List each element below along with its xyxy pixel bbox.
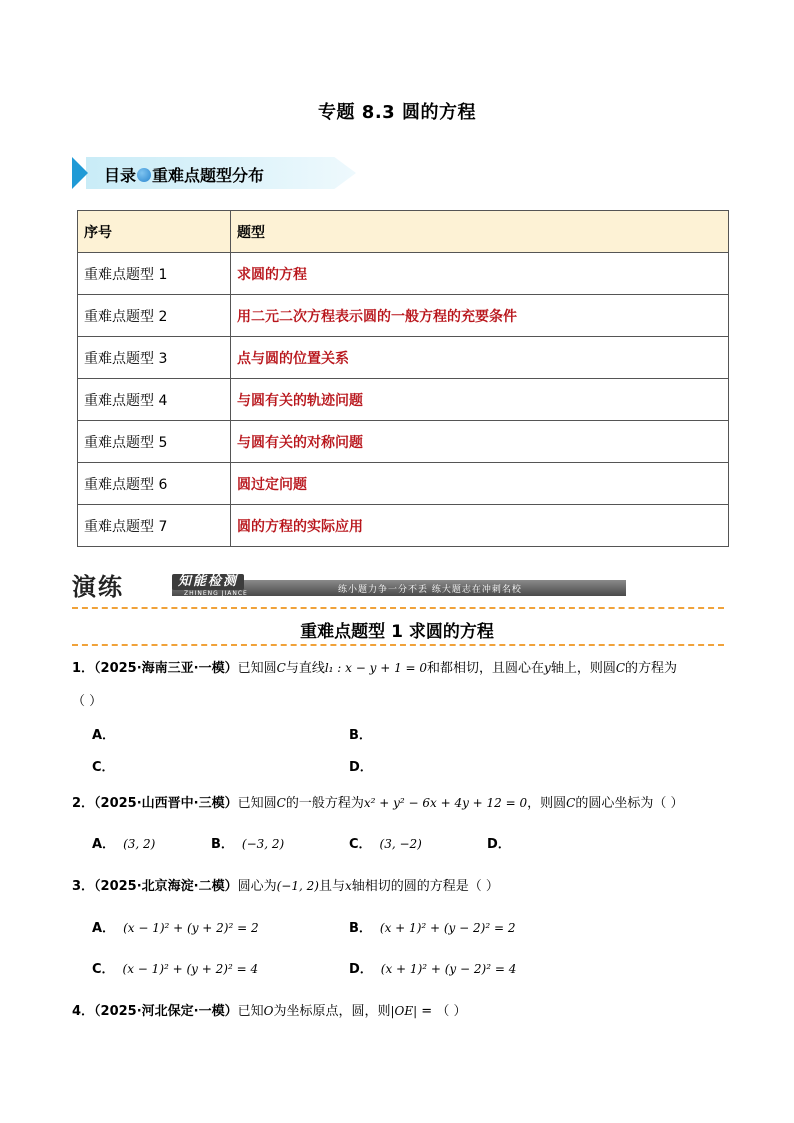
question-source: （2025·山西晋中·三模） xyxy=(94,796,238,811)
option-d[interactable] xyxy=(349,758,381,778)
practice-banner-sub: 知能检测 xyxy=(172,574,244,590)
question-source: （2025·海南三亚·一模） xyxy=(94,661,238,676)
option-value: (x − 1)² + (y + 2)² = 2 xyxy=(123,921,259,935)
math-var: C xyxy=(276,661,286,675)
question-2 xyxy=(72,793,683,814)
option-label: C． xyxy=(92,962,115,977)
question-source: （2025·河北保定·一模） xyxy=(94,1004,238,1019)
practice-banner-motto: 练小题力争一分不丢 练大题志在冲刺名校 xyxy=(338,585,522,595)
question-text: 已知 xyxy=(237,1004,264,1019)
toc-cell-topic[interactable]: 圆过定问题 xyxy=(231,463,729,505)
option-label: A． xyxy=(92,728,116,743)
question-text: 为坐标原点，圆，则 xyxy=(273,1004,391,1019)
question-3 xyxy=(72,876,499,897)
toc-header-row xyxy=(78,211,729,253)
question-1 xyxy=(72,658,677,679)
option-value: (x + 1)² + (y − 2)² = 4 xyxy=(380,962,517,976)
option-c[interactable] xyxy=(92,959,258,980)
option-label: B． xyxy=(349,728,372,743)
math-var: y xyxy=(544,661,551,675)
toc-cell-number: 重难点题型 4 xyxy=(78,379,231,421)
option-label: B． xyxy=(349,921,372,936)
toc-cell-topic[interactable]: 圆的方程的实际应用 xyxy=(231,505,729,547)
practice-banner xyxy=(72,574,626,600)
math-expression: |OE| xyxy=(390,1004,418,1018)
question-text: 已知圆 xyxy=(237,796,277,811)
toc-cell-topic[interactable]: 点与圆的位置关系 xyxy=(231,337,729,379)
question-text: 的圆心坐标为（ ） xyxy=(575,796,684,811)
math-var: x xyxy=(344,879,352,893)
question-1-paren: （ ） xyxy=(72,694,103,709)
toc-cell-number: 重难点题型 5 xyxy=(78,421,231,463)
question-text: 的方程为 xyxy=(625,661,678,676)
toc-cell-topic[interactable]: 与圆有关的对称问题 xyxy=(231,421,729,463)
math-var: C xyxy=(566,796,576,810)
question-text: 与直线 xyxy=(285,661,325,676)
question-text: ，则圆 xyxy=(527,796,567,811)
option-value: (−3, 2) xyxy=(241,837,285,851)
option-label: D． xyxy=(349,962,373,977)
toc-cell-number: 重难点题型 2 xyxy=(78,295,231,337)
divider-top xyxy=(72,607,724,609)
option-label: D． xyxy=(349,760,373,775)
question-text: 且与 xyxy=(318,879,345,894)
divider-bottom xyxy=(72,644,724,646)
table-row xyxy=(78,463,729,505)
toc-cell-topic[interactable]: 求圆的方程 xyxy=(231,253,729,295)
question-source: （2025·北京海淀·二模） xyxy=(94,879,238,894)
option-c[interactable] xyxy=(349,834,422,855)
page-title: 专题 8.3 圆的方程 xyxy=(318,102,476,123)
math-expression: l₁ : x − y + 1 = 0 xyxy=(324,661,428,675)
math-expression: (−1, 2) xyxy=(276,879,319,893)
table-row xyxy=(78,379,729,421)
question-number: 1． xyxy=(72,661,95,676)
table-row xyxy=(78,295,729,337)
question-text: 圆心为 xyxy=(237,879,277,894)
option-label: D． xyxy=(487,837,511,852)
option-label: C． xyxy=(349,837,372,852)
option-label: A． xyxy=(92,837,116,852)
question-number: 2． xyxy=(72,796,95,811)
toc-header-type: 题型 xyxy=(231,211,729,253)
toc-cell-number: 重难点题型 6 xyxy=(78,463,231,505)
option-value: (x − 1)² + (y + 2)² = 4 xyxy=(122,962,259,976)
option-value: (3, 2) xyxy=(123,837,156,851)
option-a[interactable] xyxy=(92,918,259,939)
toc-banner xyxy=(72,157,356,189)
practice-banner-main: 演练 xyxy=(72,572,124,601)
toc-cell-topic[interactable]: 与圆有关的轨迹问题 xyxy=(231,379,729,421)
table-row xyxy=(78,253,729,295)
toc-cell-number: 重难点题型 1 xyxy=(78,253,231,295)
question-4 xyxy=(72,1001,466,1022)
math-expression: x² + y² − 6x + 4y + 12 = 0 xyxy=(363,796,528,810)
bullet-dot-icon xyxy=(137,168,151,182)
toc-cell-number: 重难点题型 7 xyxy=(78,505,231,547)
toc-heading-rest: 重难点题型分布 xyxy=(152,166,265,185)
question-text: 已知圆 xyxy=(237,661,277,676)
question-number: 3． xyxy=(72,879,95,894)
option-value: (3, −2) xyxy=(379,837,422,851)
question-text: 的一般方程为 xyxy=(285,796,364,811)
option-a[interactable] xyxy=(92,726,123,746)
option-d[interactable] xyxy=(349,959,516,980)
question-text: 轴相切的圆的方程是（ ） xyxy=(351,879,499,894)
table-row xyxy=(78,505,729,547)
toc-table xyxy=(77,210,729,547)
option-label: B． xyxy=(211,837,234,852)
question-text: = （ ） xyxy=(417,1004,467,1019)
math-var: O xyxy=(263,1004,274,1018)
section-title: 重难点题型 1 求圆的方程 xyxy=(300,622,494,642)
option-b[interactable] xyxy=(349,726,380,746)
practice-banner-pinyin: ZHINENG JIANCE xyxy=(184,590,248,597)
toc-header-number: 序号 xyxy=(78,211,231,253)
option-value: (x + 1)² + (y − 2)² = 2 xyxy=(379,921,516,935)
option-label: A． xyxy=(92,921,116,936)
toc-cell-topic[interactable]: 用二元二次方程表示圆的一般方程的充要条件 xyxy=(231,295,729,337)
table-row xyxy=(78,421,729,463)
math-var: C xyxy=(615,661,626,675)
option-c[interactable] xyxy=(92,758,123,778)
option-label: C． xyxy=(92,760,115,775)
toc-arrow-icon xyxy=(72,157,88,189)
question-text: 轴上，则圆 xyxy=(550,661,616,676)
math-var: C xyxy=(276,796,286,810)
toc-cell-number: 重难点题型 3 xyxy=(78,337,231,379)
question-number: 4． xyxy=(72,1004,95,1019)
table-row xyxy=(78,337,729,379)
option-d[interactable] xyxy=(487,834,519,855)
option-a[interactable] xyxy=(92,834,155,855)
toc-heading-text: 目录 xyxy=(104,166,137,185)
option-b[interactable] xyxy=(349,918,515,939)
option-b[interactable] xyxy=(211,834,284,855)
toc-heading xyxy=(104,163,264,186)
question-text: 和都相切，且圆心在 xyxy=(427,661,545,676)
